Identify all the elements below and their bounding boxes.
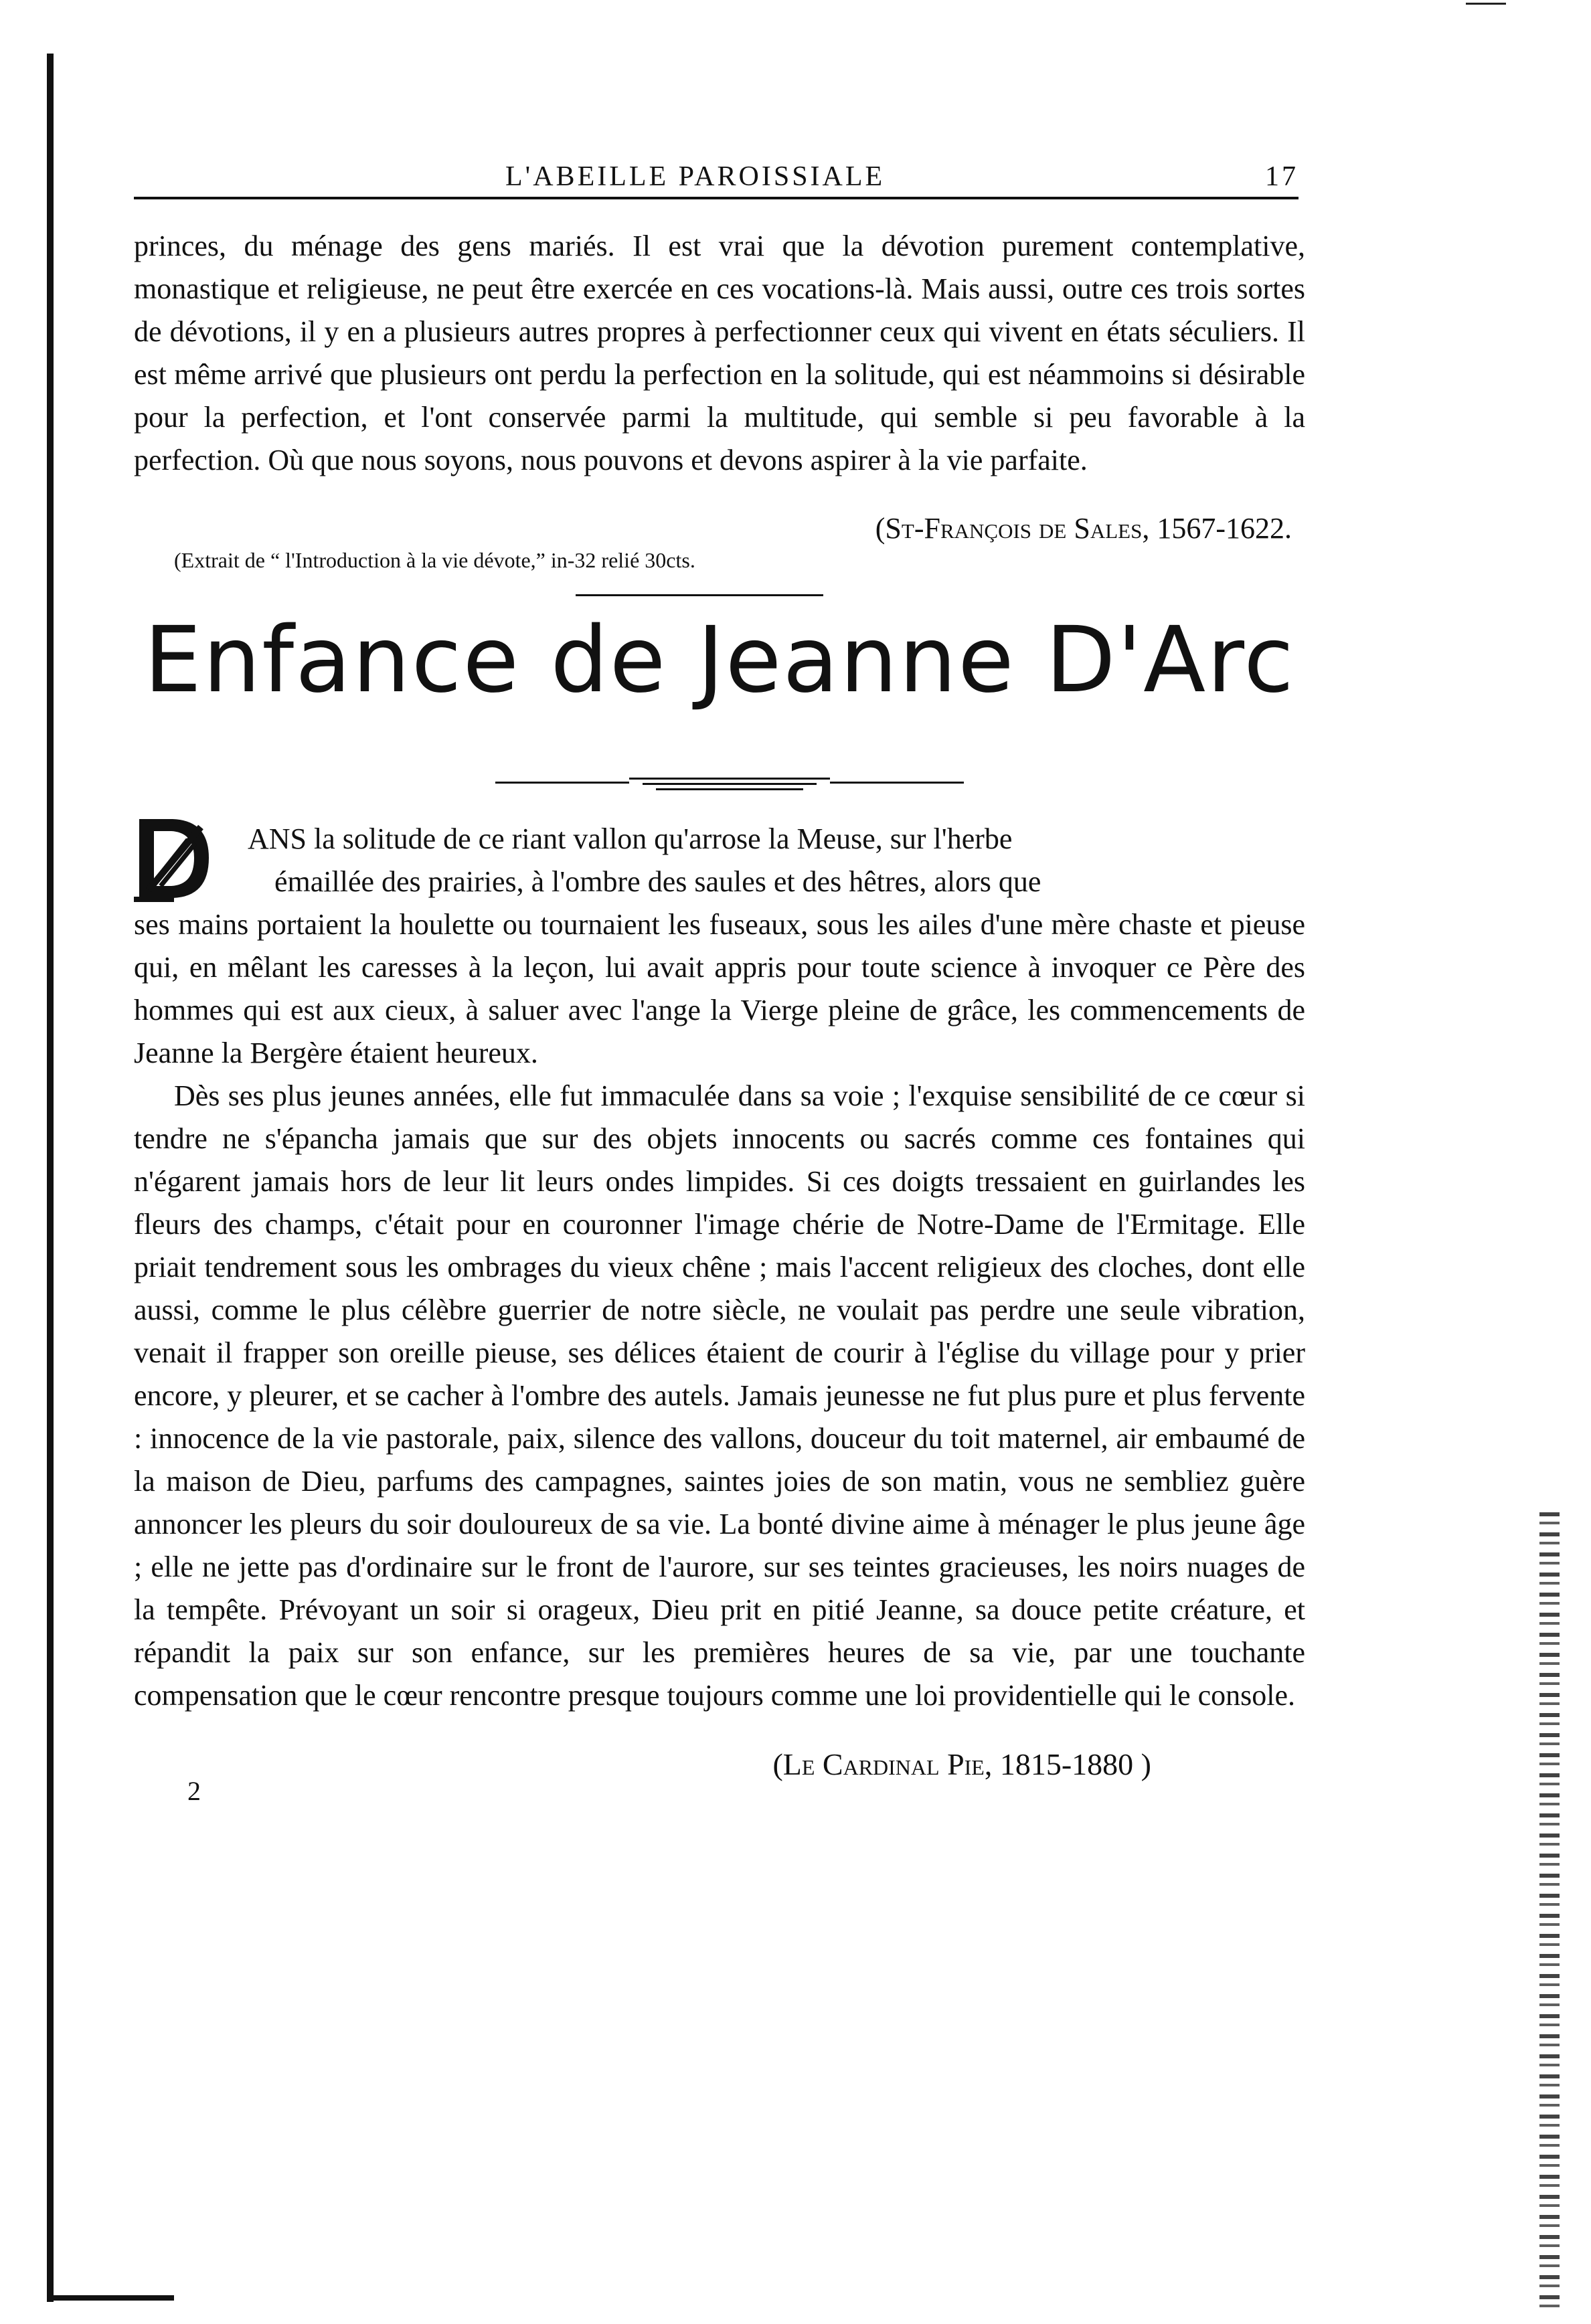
article-line1: ANS la solitude de ce riant vallon qu'arrose la Meuse, sur l'herbe bbox=[248, 822, 1013, 856]
title-ornament bbox=[495, 775, 964, 791]
scan-mark bbox=[1466, 3, 1506, 5]
previous-article-paragraph: princes, du ménage des gens mariés. Il est vrai que la dévotion purement contemplative, monastique et religieuse, ne peut être exercée en ces vocations-là. Mais aussi, outre ces trois sortes de dévotions, il y en a plusieurs autres propres à perfectionner ceux qui vivent en états séculiers. Il est même arrivé que plusieurs ont perdu la perfection en la solitude, qui est néammoins si désirable pour la perfection, et l'ont conservée parmi la multitude, qui semble si peu favorable à la perfection. Où que nous soyons, nous pouvons et devons aspirer à la vie parfaite. bbox=[134, 230, 1305, 476]
article-para1-rest: ses mains portaient la houlette ou tournaient les fuseaux, sous les ailes d'une mère chaste et pieuse qui, en mêlant les caresses à la leçon, lui avait appris pour toute science à invoquer ce Père des hommes qui est aux cieux, à saluer avec l'ange la Vierge pleine de grâce, les commencements de Jeanne la Bergère étaient heureux. bbox=[134, 908, 1305, 1070]
article-line2: émaillée des prairies, à l'ombre des saules et des hêtres, alors que bbox=[274, 865, 1041, 899]
previous-article-source-note: (Extrait de “ l'Introduction à la vie dévote,” in-32 relié 30cts. bbox=[174, 548, 695, 572]
signature-mark: 2 bbox=[187, 1776, 201, 1807]
header-rule bbox=[134, 197, 1299, 199]
article-first-paragraph bbox=[134, 818, 1305, 1075]
scan-edge-noise bbox=[1539, 1512, 1560, 2315]
drop-cap-ornament bbox=[134, 811, 214, 905]
page-number: 17 bbox=[1265, 161, 1299, 192]
page bbox=[134, 147, 1305, 1807]
binding-foot bbox=[47, 2295, 174, 2301]
previous-article-attribution: (St-François de Sales, 1567-1622. bbox=[875, 512, 1292, 545]
section-divider bbox=[576, 594, 823, 596]
article-attribution: (Le Cardinal Pie, 1815-1880 ) bbox=[772, 1747, 1151, 1782]
article-second-paragraph: Dès ses plus jeunes années, elle fut immaculée dans sa voie ; l'exquise sensibilité de ce cœur si tendre ne s'épancha jamais que sur des objets innocents ou sacrés comme ces fontaines qui n'égarent jamais hors de leur lit leurs ondes limpides. Si ces doigts tressaient en guirlandes les fleurs des champs, c'était pour en couronner l'image chérie de Notre-Dame de l'Ermitage. Elle priait tendrement sous les ombrages du vieux chêne ; mais l'accent religieux des cloches, dont elle aussi, comme le plus célèbre guerrier de notre siècle, ne voulait pas perdre une seule vibration, venait il frapper son oreille pieuse, ses délices étaient de courir à l'église du village pour y prier encore, y pleurer, et se cacher à l'ombre des autels. Jamais jeunesse ne fut plus pure et plus fervente : innocence de la vie pastorale, paix, silence des vallons, douceur du toit maternel, air embaumé de la maison de Dieu, parfums des campagnes, saintes joies de son matin, vous ne sembliez guère annoncer les pleurs du soir douloureux de sa vie. La bonté divine aime à ménager le plus jeune âge ; elle ne jette pas d'ordinaire sur le front de l'aurore, sur ses teintes gracieuses, les noirs nuages de la tempête. Prévoyant un soir si orageux, Dieu prit en pitié Jeanne, sa douce petite créature, et répandit la paix sur son enfance, sur les premières heures de sa vie, par une touchante compensation que le cœur rencontre presque toujours comme une loi providentielle qui le console. bbox=[134, 1079, 1305, 1712]
running-title: L'ABEILLE PAROISSIALE bbox=[505, 161, 886, 192]
running-head bbox=[134, 147, 1305, 192]
article-title: Enfance de Jeanne D'Arc bbox=[144, 608, 1295, 713]
binding-edge bbox=[47, 54, 54, 2302]
